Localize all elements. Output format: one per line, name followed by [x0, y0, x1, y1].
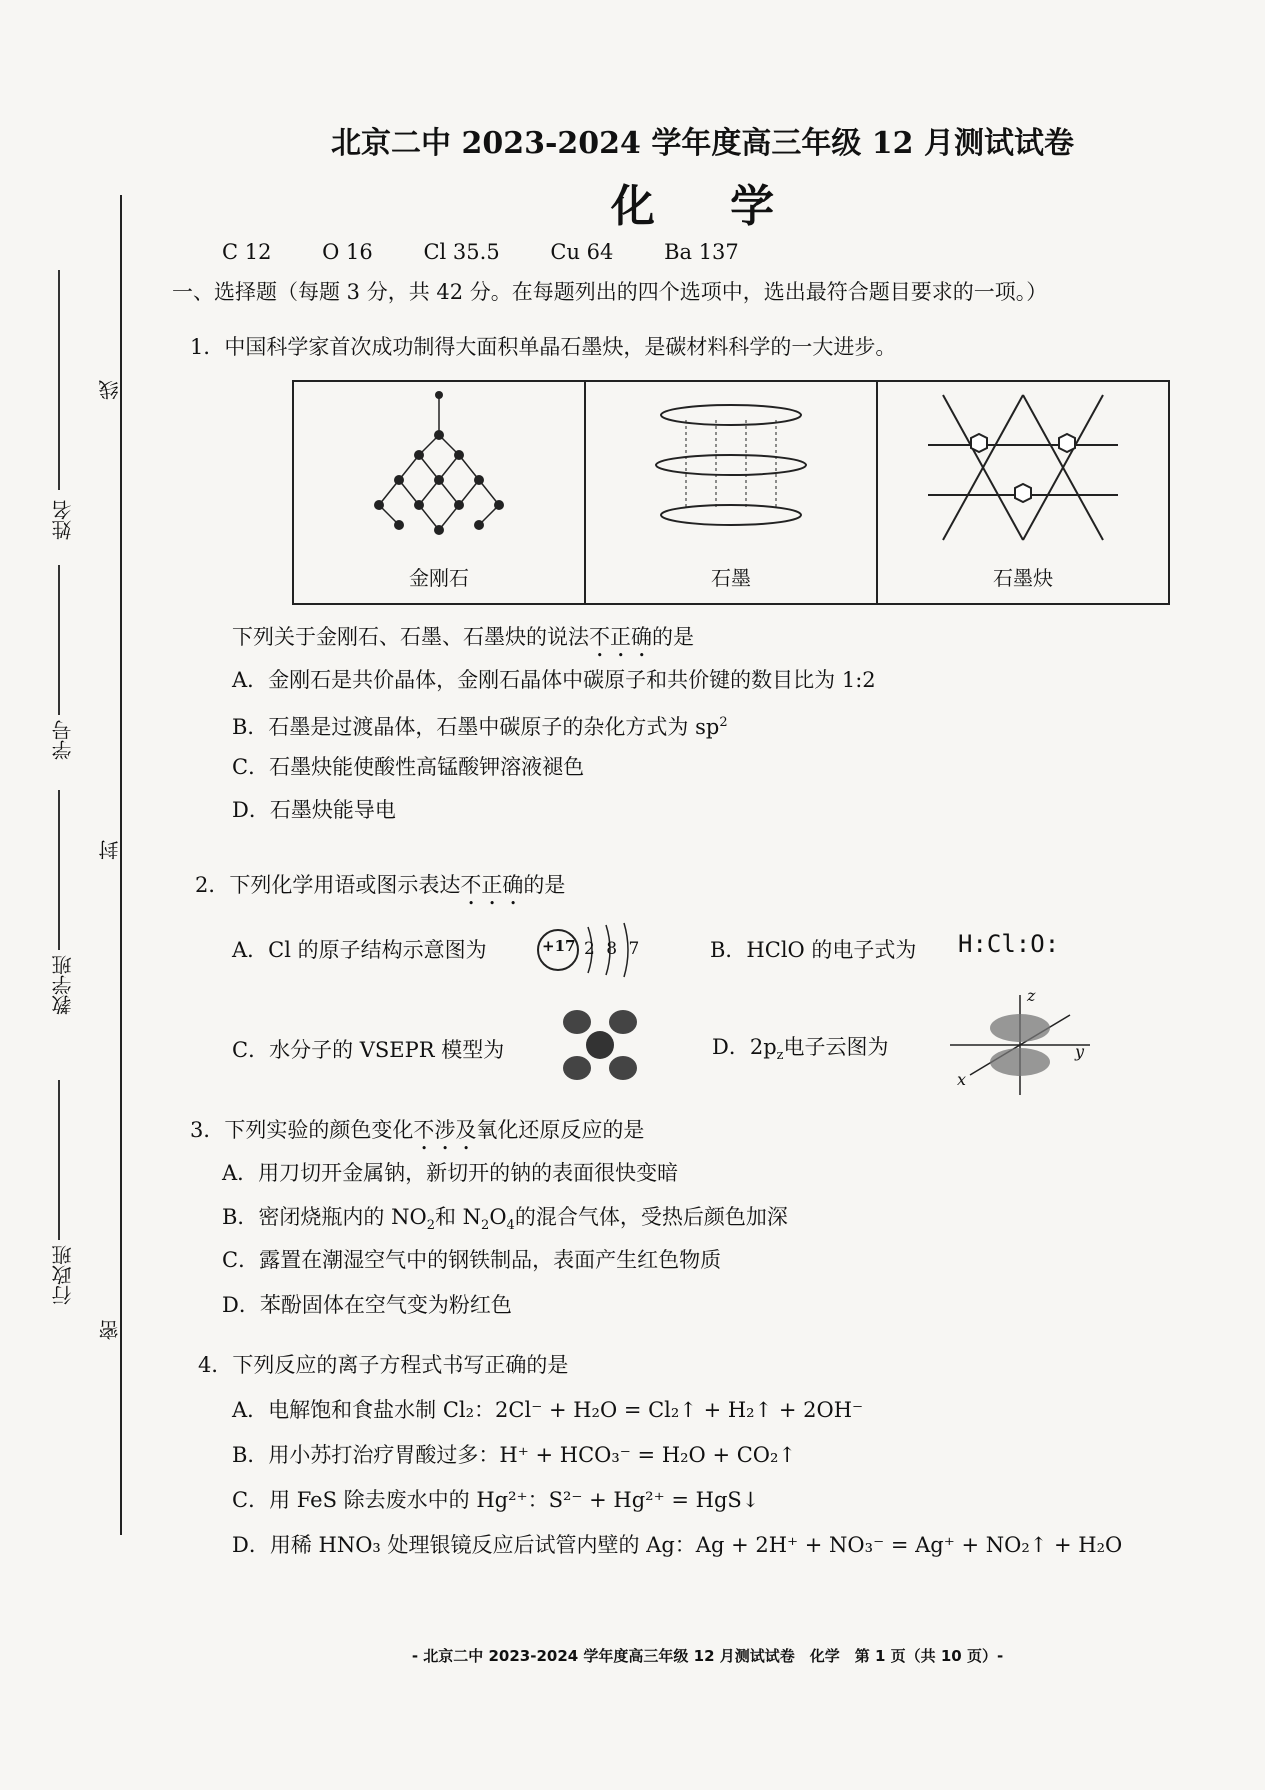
mass-cu: Cu 64	[550, 240, 614, 264]
name-line[interactable]	[58, 270, 60, 490]
2pz-orbital-diagram	[945, 986, 1095, 1100]
nucleus-charge: +17	[542, 937, 576, 955]
q2-option-d	[712, 1032, 889, 1071]
water-vsepr-icon	[555, 1000, 645, 1090]
axis-z: z	[1027, 986, 1036, 1005]
q2-option-c: C．水分子的 VSEPR 模型为	[232, 1038, 505, 1062]
q4-option-b: B．用小苏打治疗胃酸过多：H⁺ + HCO₃⁻ = H₂O + CO₂↑	[232, 1443, 797, 1467]
electron-shells: 2 8 7	[584, 939, 640, 959]
margin-feng: 封	[98, 840, 122, 860]
q4-option-a: A．电解饱和食盐水制 Cl₂：2Cl⁻ + H₂O = Cl₂↑ + H₂↑ + 2OH⁻	[232, 1398, 864, 1422]
q3-stem-emphasis: 不涉及	[413, 1118, 477, 1142]
q3-option-d: D．苯酚固体在空气变为粉红色	[222, 1293, 512, 1317]
q1-stem: 1．中国科学家首次成功制得大面积单晶石墨炔，是碳材料科学的一大进步。	[190, 335, 897, 359]
page-footer: - 北京二中 2023-2024 学年度高三年级 12 月测试试卷 化学 第 1 页（共 10 页）-	[411, 1647, 1004, 1665]
q3-b-sub3: 4	[506, 1218, 515, 1234]
axis-y: y	[1075, 1042, 1085, 1061]
diamond-structure-icon	[349, 390, 529, 550]
q4-stem: 4．下列反应的离子方程式书写正确的是	[198, 1353, 569, 1377]
mass-c: C 12	[222, 240, 272, 264]
margin-admin-class-label: 行政班	[51, 1245, 75, 1305]
teaching-class-line[interactable]	[58, 790, 60, 950]
q4-option-c: C．用 FeS 除去废水中的 Hg²⁺：S²⁻ + Hg²⁺ = HgS↓	[232, 1488, 760, 1512]
q2-stem-a: 2．下列化学用语或图示表达	[195, 873, 461, 897]
student-id-line[interactable]	[58, 565, 60, 715]
q1-prompt	[232, 622, 694, 662]
q3-b-2: 和 N	[434, 1205, 482, 1229]
q3-option-b	[222, 1202, 788, 1241]
vsepr-model	[555, 1000, 645, 1094]
caption-graphdiyne: 石墨炔	[993, 566, 1053, 590]
graphdiyne-figure	[878, 382, 1168, 603]
diamond-figure	[294, 382, 586, 603]
caption-graphite: 石墨	[711, 566, 751, 590]
axis-x: x	[957, 1070, 967, 1089]
q2-option-a: A．Cl 的原子结构示意图为	[232, 938, 487, 962]
q3-b-sub1: 2	[426, 1218, 435, 1234]
q2-option-d-b: 电子云图为	[783, 1035, 889, 1059]
q1-option-d: D．石墨炔能导电	[232, 798, 396, 822]
section-heading: 一、选择题（每题 3 分，共 42 分。在每题列出的四个选项中，选出最符合题目要求的一项。）	[172, 280, 1048, 304]
q2-option-d-sub: z	[776, 1048, 784, 1064]
margin-xian: 线	[98, 380, 122, 400]
q1-option-b-sup: 2	[719, 715, 728, 730]
q1-figure	[292, 380, 1170, 605]
margin-mi: 密	[98, 1320, 122, 1340]
subject-title: 化 学	[610, 181, 805, 232]
margin-teaching-class-label: 教学班	[51, 955, 75, 1015]
mass-cl: Cl 35.5	[423, 240, 500, 264]
margin-name-label: 姓名	[51, 500, 75, 540]
q1-prompt-a: 下列关于金刚石、石墨、石墨炔的说法	[232, 625, 589, 649]
graphite-structure-icon	[641, 390, 821, 550]
hclo-electron-formula: H:Cl:O:	[958, 930, 1060, 958]
q3-stem-a: 3．下列实验的颜色变化	[190, 1118, 414, 1142]
caption-diamond: 金刚石	[409, 566, 469, 590]
cl-atom-diagram	[530, 915, 640, 985]
exam-title: 北京二中 2023-2024 学年度高三年级 12 月测试试卷	[331, 126, 1074, 161]
graphite-figure	[586, 382, 878, 603]
electron-cloud-icon	[945, 990, 1095, 1100]
q1-prompt-emphasis: 不正确	[589, 625, 652, 649]
q3-option-a: A．用刀切开金属钠，新切开的钠的表面很快变暗	[222, 1161, 679, 1185]
q2-option-d-a: D．2p	[712, 1035, 777, 1059]
graphdiyne-structure-icon	[923, 390, 1123, 550]
q3-option-c: C．露置在潮湿空气中的钢铁制品，表面产生红色物质	[222, 1248, 722, 1272]
q2-option-b: B．HClO 的电子式为	[710, 938, 917, 962]
q3-b-1: B．密闭烧瓶内的 NO	[222, 1205, 427, 1229]
mass-ba: Ba 137	[664, 240, 739, 264]
q1-option-c: C．石墨炔能使酸性高锰酸钾溶液褪色	[232, 755, 585, 779]
q1-option-b-text: B．石墨是过渡晶体，石墨中碳原子的杂化方式为 sp	[232, 715, 720, 739]
admin-class-line[interactable]	[58, 1080, 60, 1240]
q2-stem-b: 的是	[523, 873, 566, 897]
atomic-masses	[222, 240, 783, 264]
q1-prompt-b: 的是	[652, 625, 694, 649]
margin-student-id-label: 学号	[51, 720, 75, 760]
q4-option-d: D．用稀 HNO₃ 处理银镜反应后试管内壁的 Ag：Ag + 2H⁺ + NO₃⁻ = Ag⁺ + NO₂↑ + H₂O	[232, 1533, 1123, 1557]
q3-b-3: O	[489, 1205, 507, 1229]
q3-b-4: 的混合气体，受热后颜色加深	[514, 1205, 788, 1229]
q2-stem-emphasis: 不正确	[460, 873, 524, 897]
q3-stem-b: 氧化还原反应的是	[476, 1118, 645, 1142]
mass-o: O 16	[322, 240, 373, 264]
q2-stem	[195, 870, 565, 910]
q3-b-sub2: 2	[481, 1218, 490, 1234]
q1-option-b	[232, 708, 728, 742]
q1-option-a: A．金刚石是共价晶体，金刚石晶体中碳原子和共价键的数目比为 1:2	[232, 668, 876, 692]
q3-stem	[190, 1115, 644, 1155]
